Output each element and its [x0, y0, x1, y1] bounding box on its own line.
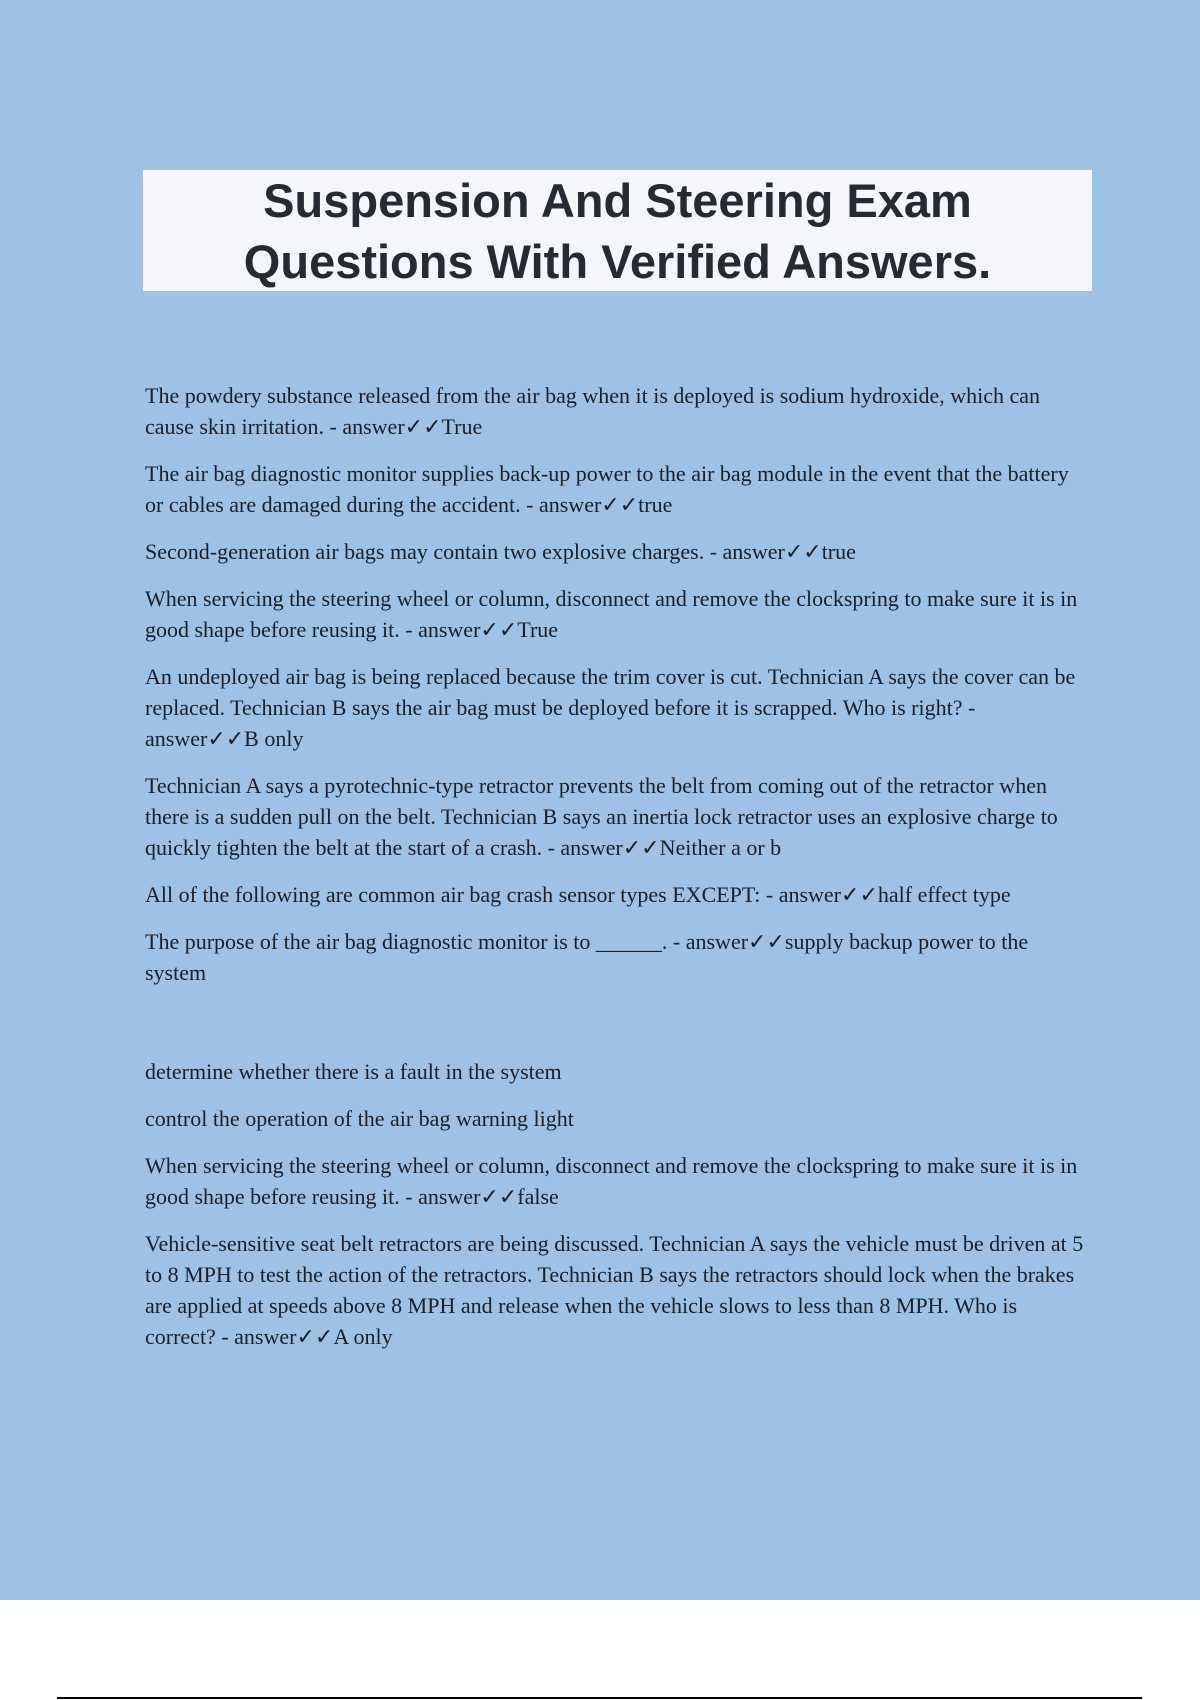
- qa-item: [145, 380, 1090, 442]
- qa-item: [145, 583, 1090, 645]
- answer-text: ✓✓false: [480, 1184, 559, 1209]
- question-text: All of the following are common air bag crash sensor types EXCEPT: - answer: [145, 882, 842, 907]
- answer-text: ✓✓true: [784, 539, 856, 564]
- qa-item: [145, 926, 1090, 988]
- qa-item: [145, 1150, 1090, 1212]
- answer-text: ✓✓True: [404, 414, 483, 439]
- question-text: determine whether there is a fault in the system: [145, 1059, 562, 1084]
- question-text: Technician A says a pyrotechnic-type retractor prevents the belt from coming out of the retractor when there is a sudden pull on the belt. Technician B says an inertia lock retractor uses an explosive charge to quickly tighten the belt at the start of a crash. - answer: [145, 773, 1058, 860]
- document-title: Suspension And Steering Exam Questions With Verified Answers.: [243, 173, 992, 288]
- qa-item: [145, 1056, 1090, 1087]
- question-text: The purpose of the air bag diagnostic monitor is to ______. - answer: [145, 929, 749, 954]
- paragraph-gap: [145, 1004, 1090, 1056]
- question-text: Second-generation air bags may contain two explosive charges. - answer: [145, 539, 785, 564]
- answer-text: ✓✓supply backup power to the system: [145, 929, 1034, 985]
- answer-text: ✓✓True: [480, 617, 559, 642]
- footer-divider: [57, 1697, 1142, 1699]
- qa-item: [145, 770, 1090, 863]
- title-banner: [143, 170, 1092, 291]
- answer-text: ✓✓Neither a or b: [622, 835, 782, 860]
- qa-item: [145, 661, 1090, 754]
- question-text: An undeployed air bag is being replaced because the trim cover is cut. Technician A says the cover can be replaced. Technician B says the air bag must be deployed before it is scrapped. Who is right? - answer: [145, 664, 1076, 751]
- question-text: Vehicle-sensitive seat belt retractors are being discussed. Technician A says the vehicle must be driven at 5 to 8 MPH to test the action of the retractors. Technician B says the retractors should lock when the brakes are applied at speeds above 8 MPH and release when the vehicle slows to less than 8 MPH. Who is correct? - answer: [145, 1231, 1084, 1349]
- qa-item: [145, 879, 1090, 910]
- question-text: The powdery substance released from the air bag when it is deployed is sodium hydroxide, which can cause skin irritation. - answer: [145, 383, 1041, 439]
- qa-list: [145, 380, 1090, 1368]
- qa-item: [145, 1228, 1090, 1352]
- answer-text: ✓✓half effect type: [841, 882, 1011, 907]
- question-text: control the operation of the air bag warning light: [145, 1106, 574, 1131]
- answer-text: ✓✓A only: [296, 1324, 393, 1349]
- qa-item: [145, 536, 1090, 567]
- question-text: The air bag diagnostic monitor supplies back-up power to the air bag module in the event that the battery or cables are damaged during the accident. - answer: [145, 461, 1069, 517]
- answer-text: ✓✓true: [601, 492, 673, 517]
- qa-item: [145, 1103, 1090, 1134]
- question-text: When servicing the steering wheel or column, disconnect and remove the clockspring to make sure it is in good shape before reusing it. - answer: [145, 1153, 1078, 1209]
- qa-item: [145, 458, 1090, 520]
- answer-text: ✓✓B only: [207, 726, 304, 751]
- question-text: When servicing the steering wheel or column, disconnect and remove the clockspring to make sure it is in good shape before reusing it. - answer: [145, 586, 1078, 642]
